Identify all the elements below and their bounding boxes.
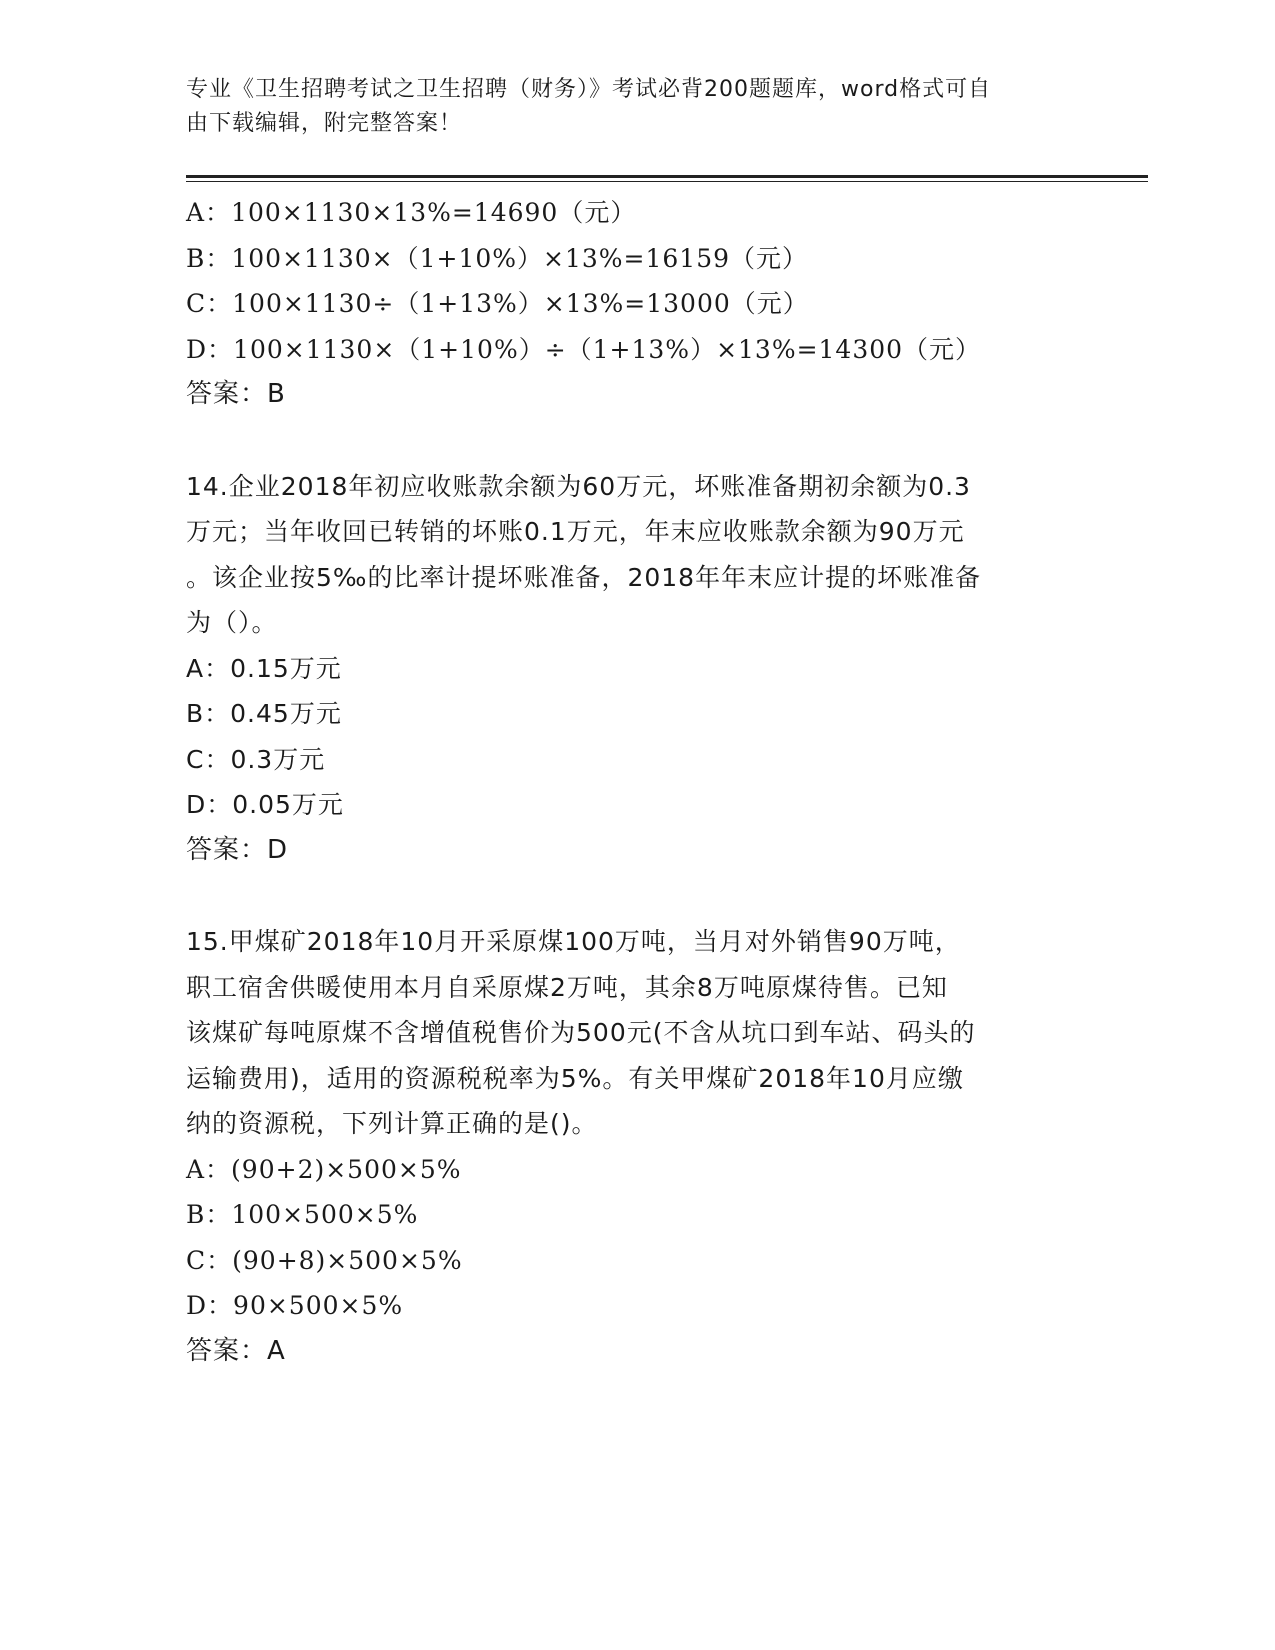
answer-line: 答案：A xyxy=(186,1335,286,1366)
question-15-block xyxy=(186,919,1086,1374)
option-d: D：90×500×5% xyxy=(186,1291,404,1320)
question-15-text xyxy=(186,919,1086,1147)
option-b: B：100×500×5% xyxy=(186,1200,419,1229)
option-b: B：0.45万元 xyxy=(186,699,342,728)
option-c: C：0.3万元 xyxy=(186,744,326,774)
question-text-line: 万元；当年收回已转销的坏账0.1万元，年末应收账款余额为90万元 xyxy=(186,517,965,546)
answer-line: 答案：D xyxy=(186,834,289,865)
header-line-2: 由下载编辑，附完整答案！ xyxy=(186,111,463,136)
question-text-line: 15.甲煤矿2018年10月开采原煤100万吨，当月对外销售90万吨， xyxy=(186,927,961,956)
question-14-block xyxy=(186,464,1086,874)
question-text-line: 该煤矿每吨原煤不含增值税售价为500元(不含从坑口到车站、码头的 xyxy=(186,1018,976,1047)
option-b: B：100×1130×（1+10%）×13%=16159（元） xyxy=(186,243,809,273)
question-text-line: 14.企业2018年初应收账款余额为60万元，坏账准备期初余额为0.3 xyxy=(186,471,971,501)
document-header xyxy=(186,73,1066,141)
option-a: A：(90+2)×500×5% xyxy=(186,1154,462,1184)
header-line-1: 专业《卫生招聘考试之卫生招聘（财务）》考试必背200题题库，word格式可自 xyxy=(186,77,992,102)
option-c: C：(90+8)×500×5% xyxy=(186,1245,463,1275)
question-text-line: 为（）。 xyxy=(186,608,278,637)
header-divider-thick xyxy=(186,175,1148,178)
question-14-text xyxy=(186,464,1086,646)
option-c: C：100×1130÷（1+13%）×13%=13000（元） xyxy=(186,289,809,318)
question-text-line: 。该企业按5‰的比率计提坏账准备，2018年年末应计提的坏账准备 xyxy=(186,562,982,592)
answer-line: 答案：B xyxy=(186,379,286,409)
question-text-line: 运输费用)，适用的资源税税率为5%。有关甲煤矿2018年10月应缴 xyxy=(186,1063,964,1093)
document-body xyxy=(186,190,1086,1374)
option-d: D：0.05万元 xyxy=(186,790,344,819)
question-text-line: 职工宿舍供暖使用本月自采原煤2万吨，其余8万吨原煤待售。已知 xyxy=(186,972,948,1002)
question-text-line: 纳的资源税，下列计算正确的是()。 xyxy=(186,1109,598,1138)
header-divider-thin xyxy=(186,181,1148,182)
question-13-block xyxy=(186,190,1086,418)
option-a: A：100×1130×13%=14690（元） xyxy=(186,198,637,227)
option-a: A：0.15万元 xyxy=(186,653,342,683)
option-d: D：100×1130×（1+10%）÷（1+13%）×13%=14300（元） xyxy=(186,334,982,364)
